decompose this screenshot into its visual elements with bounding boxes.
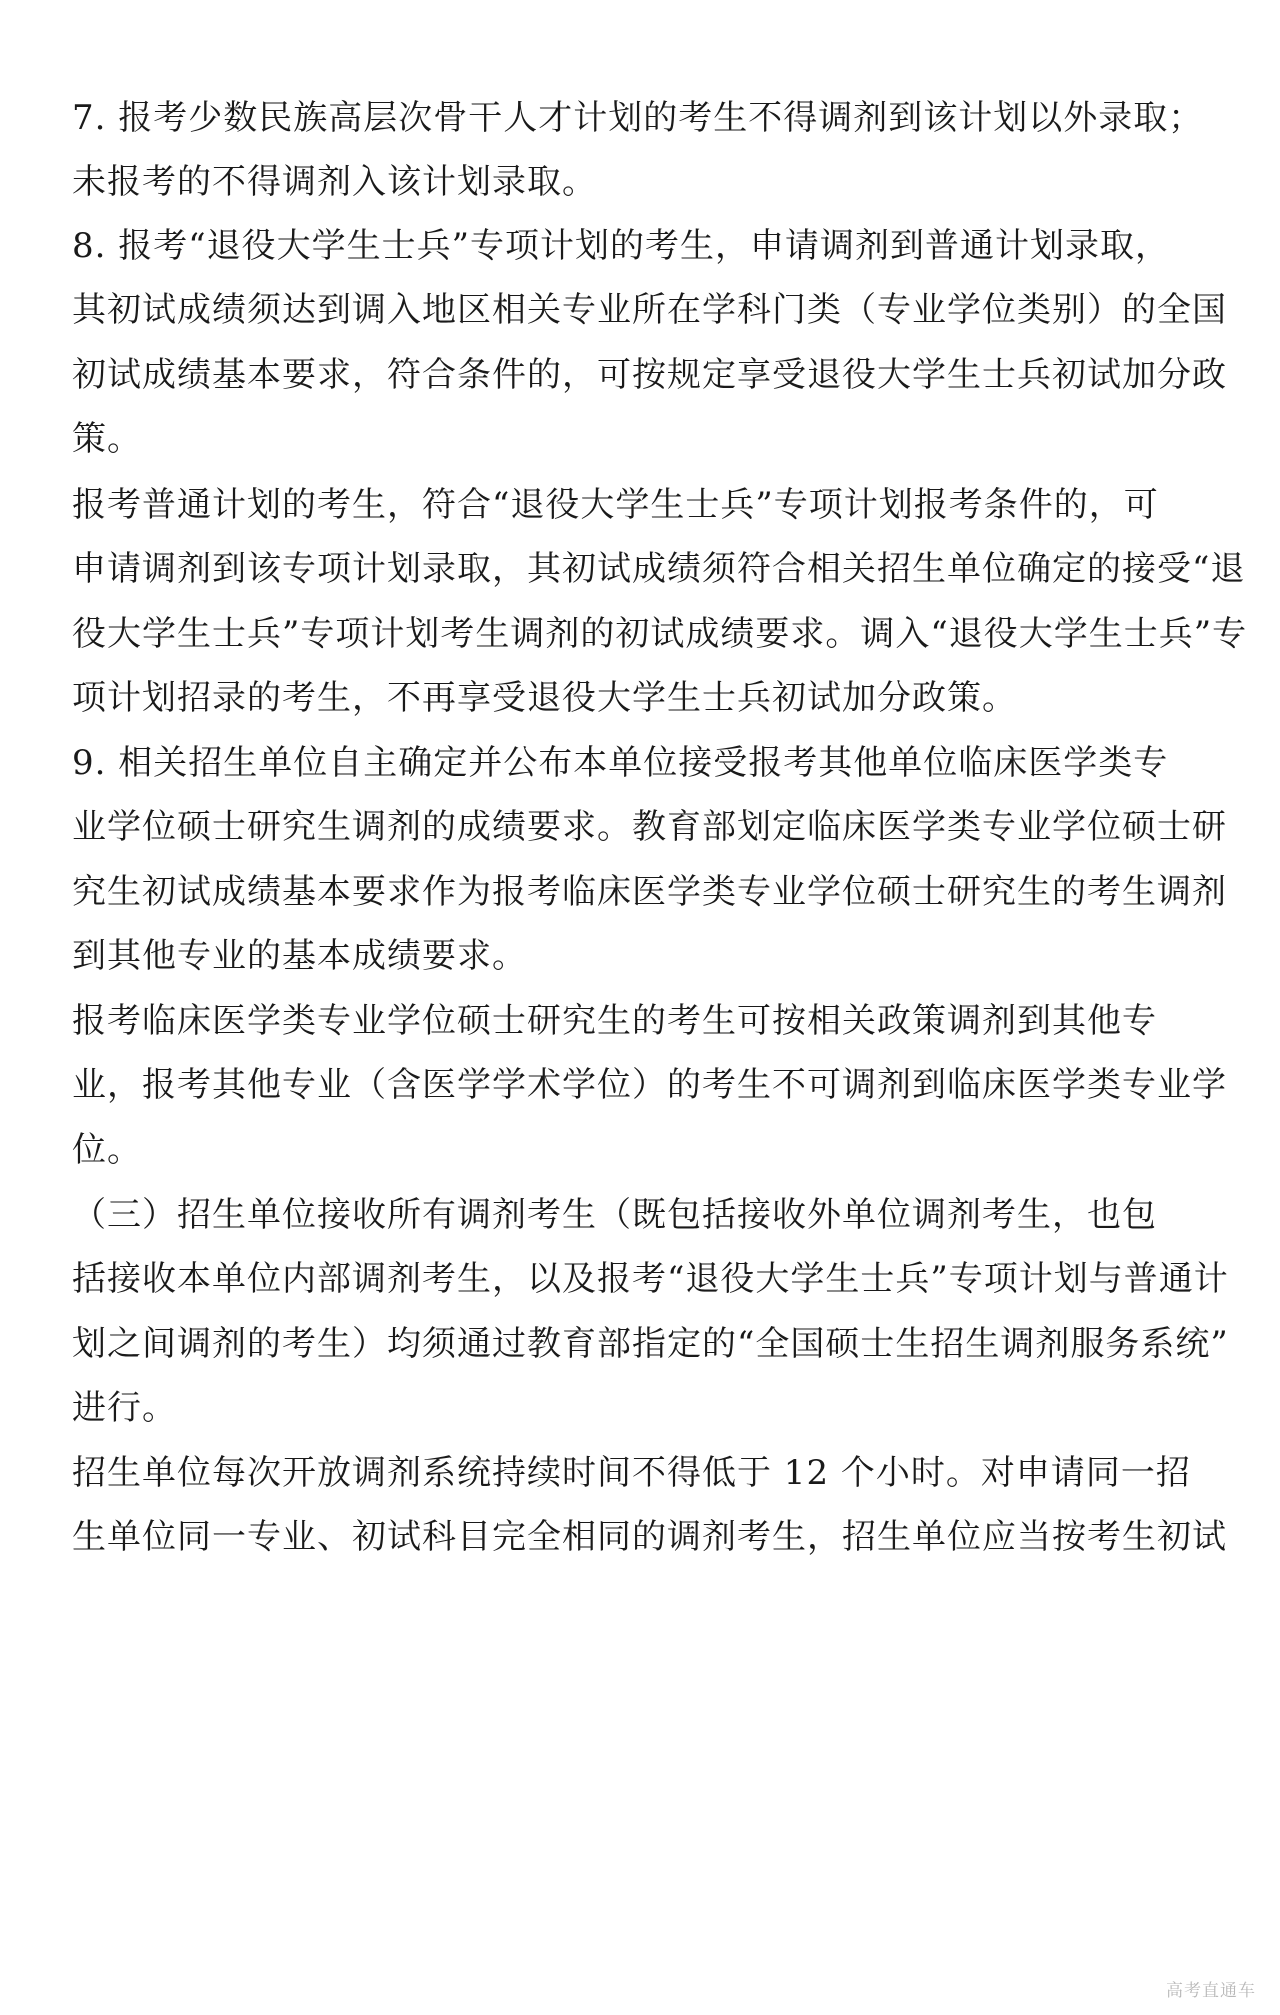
text-line-4: 其初试成绩须达到调入地区相关专业所在学科门类（专业学位类别）的全国 — [72, 290, 1227, 330]
watermark-text: 高考直通车 — [1166, 1981, 1256, 2001]
text-line-11: 9. 相关招生单位自主确定并公布本单位接受报考其他单位临床医学类专 — [72, 743, 1169, 783]
text-line-16: 业，报考其他专业（含医学学术学位）的考生不可调剂到临床医学类专业学 — [72, 1065, 1227, 1105]
text-line-7: 报考普通计划的考生，符合“退役大学生士兵”专项计划报考条件的，可 — [72, 485, 1159, 525]
text-line-10: 项计划招录的考生，不再享受退役大学生士兵初试加分政策。 — [72, 678, 1017, 718]
text-line-17: 位。 — [72, 1130, 142, 1170]
text-line-9: 役大学生士兵”专项计划考生调剂的初试成绩要求。调入“退役大学生士兵”专 — [72, 614, 1248, 654]
text-line-3: 8. 报考“退役大学生士兵”专项计划的考生，申请调剂到普通计划录取， — [72, 226, 1171, 266]
text-line-23: 生单位同一专业、初试科目完全相同的调剂考生，招生单位应当按考生初试 — [72, 1517, 1227, 1557]
text-line-1: 7. 报考少数民族高层次骨干人才计划的考生不得调剂到该计划以外录取； — [72, 98, 1204, 138]
text-line-20: 划之间调剂的考生）均须通过教育部指定的“全国硕士生招生调剂服务系统” — [72, 1324, 1229, 1364]
text-line-14: 到其他专业的基本成绩要求。 — [72, 936, 527, 976]
text-line-21: 进行。 — [72, 1388, 177, 1428]
text-line-2: 未报考的不得调剂入该计划录取。 — [72, 162, 597, 202]
text-line-13: 究生初试成绩基本要求作为报考临床医学类专业学位硕士研究生的考生调剂 — [72, 872, 1227, 912]
text-line-5: 初试成绩基本要求，符合条件的，可按规定享受退役大学生士兵初试加分政 — [72, 355, 1227, 395]
text-line-12: 业学位硕士研究生调剂的成绩要求。教育部划定临床医学类专业学位硕士研 — [72, 807, 1227, 847]
text-line-19: 括接收本单位内部调剂考生，以及报考“退役大学生士兵”专项计划与普通计 — [72, 1259, 1229, 1299]
text-line-22: 招生单位每次开放调剂系统持续时间不得低于 12 个小时。对申请同一招 — [72, 1453, 1191, 1493]
text-line-15: 报考临床医学类专业学位硕士研究生的考生可按相关政策调剂到其他专 — [72, 1001, 1157, 1041]
text-line-6: 策。 — [72, 419, 142, 459]
text-line-18: （三）招生单位接收所有调剂考生（既包括接收外单位调剂考生，也包 — [72, 1195, 1157, 1235]
text-line-8: 申请调剂到该专项计划录取，其初试成绩须符合相关招生单位确定的接受“退 — [72, 549, 1246, 589]
